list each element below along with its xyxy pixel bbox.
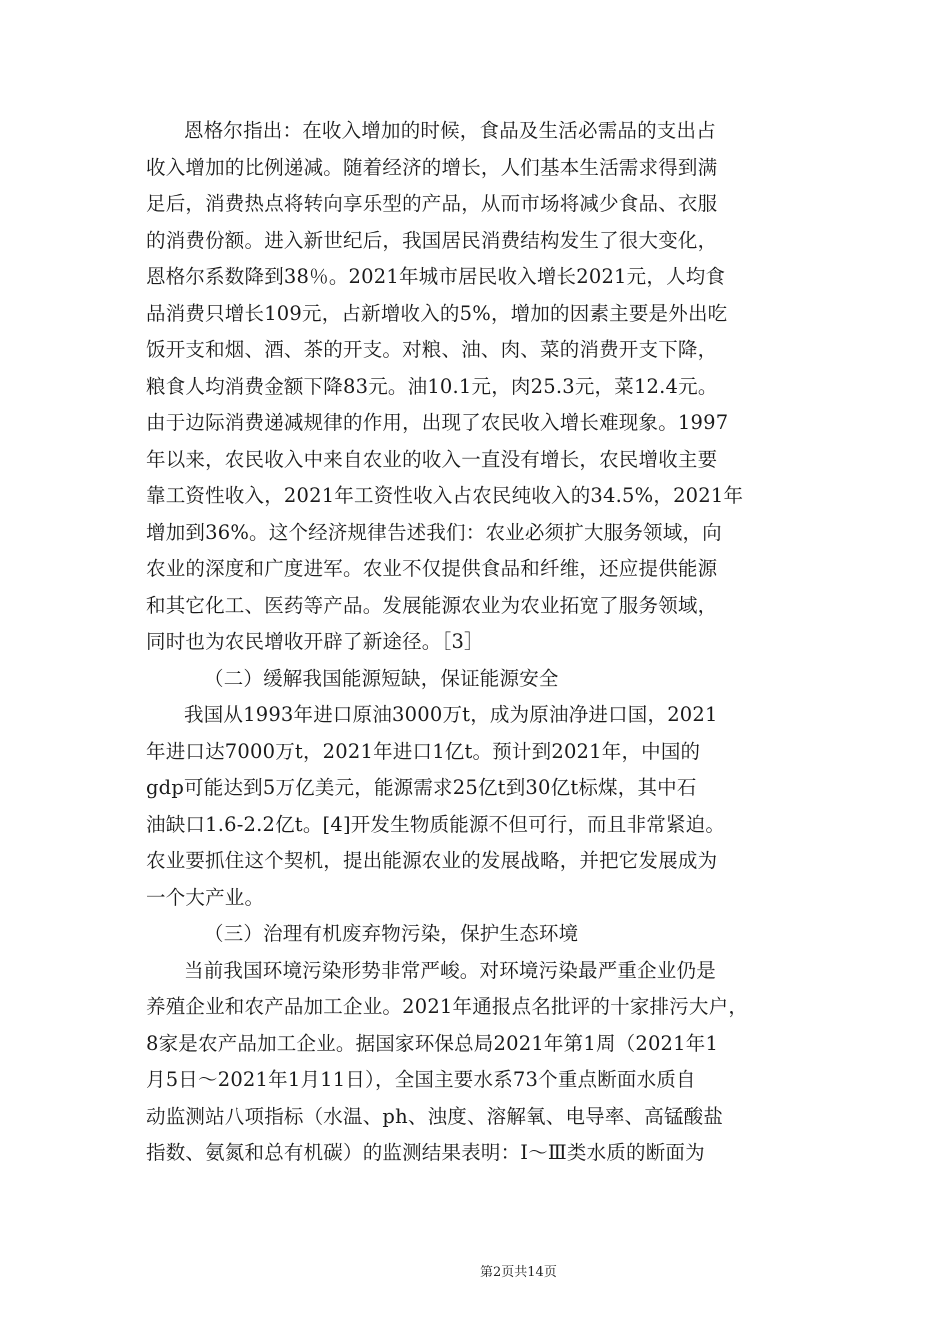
paragraph-line: 恩格尔指出：在收入增加的时候，食品及生活必需品的支出占 (184, 119, 716, 142)
paragraph-line: 月5日～2021年1月11日），全国主要水系73个重点断面水质自 (146, 1068, 696, 1091)
paragraph-line: 一个大产业。 (146, 885, 265, 909)
paragraph-line: 年进口达7000万t，2021年进口1亿t。预计到2021年，中国的 (146, 739, 701, 763)
paragraph-line: 饭开支和烟、酒、茶的开支。对粮、油、肉、菜的消费开支下降， (146, 338, 718, 361)
paragraph-line: 由于边际消费递减规律的作用，出现了农民收入增长难现象。1997 (146, 411, 729, 434)
paragraph-line: 农业要抓住这个契机，提出能源农业的发展战略，并把它发展成为 (146, 849, 718, 872)
paragraph-line: 靠工资性收入，2021年工资性收入占农民纯收入的34.5%，2021年 (146, 484, 744, 507)
paragraph-line: 我国从1993年进口原油3000万t，成为原油净进口国，2021 (184, 703, 718, 726)
paragraph-line: 同时也为农民增收开辟了新途径。［3］ (146, 630, 484, 653)
paragraph-line: 足后，消费热点将转向享乐型的产品，从而市场将减少食品、衣服 (146, 192, 718, 215)
paragraph-line: 动监测站八项指标（水温、ph、浊度、溶解氧、电导率、高锰酸盐 (146, 1104, 724, 1128)
paragraph-line: 养殖企业和农产品加工企业。2021年通报点名批评的十家排污大户， (146, 995, 749, 1018)
paragraph-line: 指数、氨氮和总有机碳）的监测结果表明：Ⅰ～Ⅲ类水质的断面为 (146, 1141, 705, 1164)
paragraph-line: 油缺口1.6-2.2亿t。[4]开发生物质能源不但可行，而且非常紧迫。 (146, 812, 726, 836)
paragraph-line: 品消费只增长109元，占新增收入的5%，增加的因素主要是外出吃 (146, 301, 728, 325)
paragraph-line: 和其它化工、医药等产品。发展能源农业为农业拓宽了服务领域， (146, 593, 718, 617)
section-heading: （三）治理有机废弃物污染，保护生态环境 (204, 922, 579, 945)
paragraph-line: 8家是农产品加工企业。据国家环保总局2021年第1周（2021年1 (146, 1031, 719, 1055)
paragraph-line: 的消费份额。进入新世纪后，我国居民消费结构发生了很大变化， (146, 228, 718, 252)
paragraph-line: 农业的深度和广度进军。农业不仅提供食品和纤维，还应提供能源 (146, 557, 718, 580)
paragraph-line: 当前我国环境污染形势非常严峻。对环境污染最严重企业仍是 (184, 958, 716, 982)
section-heading: （二）缓解我国能源短缺，保证能源安全 (204, 666, 559, 690)
paragraph-line: 粮食人均消费金额下降83元。油10.1元，肉25.3元，菜12.4元。 (146, 374, 718, 398)
page-number-footer: 第2页共14页 (480, 1265, 557, 1280)
document-body (146, 113, 808, 1172)
paragraph-line: 年以来，农民收入中来自农业的收入一直没有增长，农民增收主要 (146, 447, 718, 471)
paragraph-line: 收入增加的比例递减。随着经济的增长，人们基本生活需求得到满 (146, 155, 718, 179)
paragraph-line: 恩格尔系数降到38％。2021年城市居民收入增长2021元，人均食 (146, 265, 726, 288)
paragraph-line: 增加到36%。这个经济规律告述我们：农业必须扩大服务领域，向 (146, 520, 722, 544)
paragraph-line: gdp可能达到5万亿美元，能源需求25亿t到30亿t标煤，其中石 (146, 776, 697, 799)
